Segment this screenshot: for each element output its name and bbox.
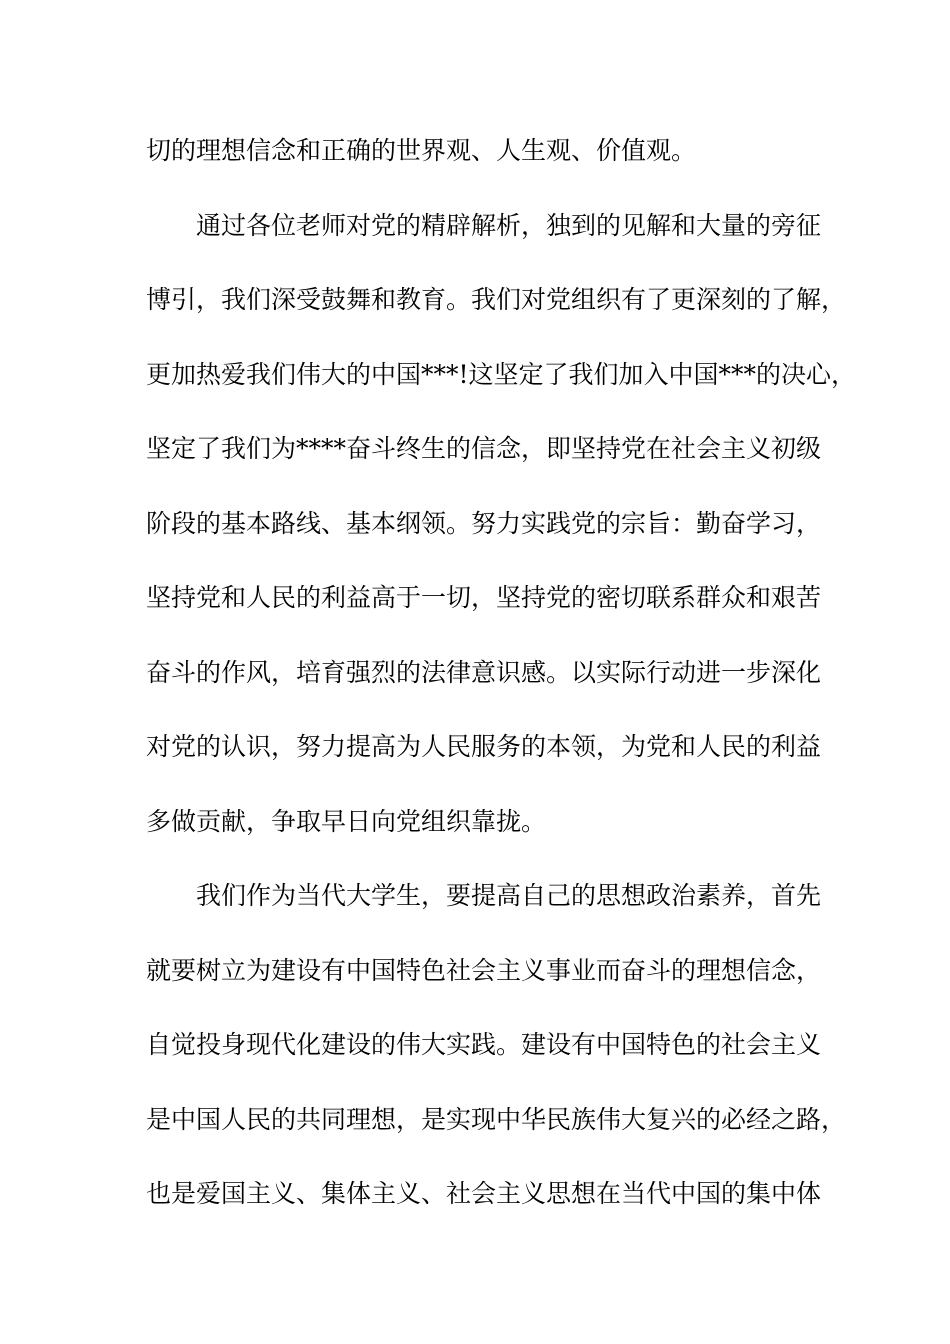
- text-line: 是中国人民的共同理想，是实现中华民族伟大复兴的必经之路，: [146, 1104, 847, 1134]
- paragraph-start-line: 我们作为当代大学生，要提高自己的思想政治素养，首先: [196, 881, 822, 910]
- text-line: 博引，我们深受鼓舞和教育。我们对党组织有了更深刻的了解，: [146, 285, 847, 314]
- text-line: 切的理想信念和正确的世界观、人生观、价值观。: [146, 136, 697, 165]
- text-line: 阶段的基本路线、基本纲领。努力实践党的宗旨：勤奋学习，: [146, 508, 822, 538]
- text-line: 就要树立为建设有中国特色社会主义事业而奋斗的理想信念，: [146, 955, 822, 985]
- text-line: 对党的认识，努力提高为人民服务的本领，为党和人民的利益: [146, 732, 822, 761]
- body-text: [146, 128, 857, 1246]
- text-line: 坚定了我们为****奋斗终生的信念，即坚持党在社会主义初级: [146, 434, 822, 463]
- paragraph-start-line: 通过各位老师对党的精辟解析，独到的见解和大量的旁征: [196, 210, 822, 240]
- text-line: 坚持党和人民的利益高于一切，坚持党的密切联系群众和艰苦: [146, 583, 822, 612]
- text-line: 自觉投身现代化建设的伟大实践。建设有中国特色的社会主义: [146, 1030, 822, 1059]
- text-line: 多做贡献，争取早日向党组织靠拢。: [146, 806, 547, 836]
- text-line: 也是爱国主义、集体主义、社会主义思想在当代中国的集中体: [146, 1179, 822, 1208]
- text-line: 奋斗的作风，培育强烈的法律意识感。以实际行动进一步深化: [146, 657, 822, 687]
- text-line: 更加热爱我们伟大的中国***!这坚定了我们加入中国***的决心，: [146, 359, 857, 389]
